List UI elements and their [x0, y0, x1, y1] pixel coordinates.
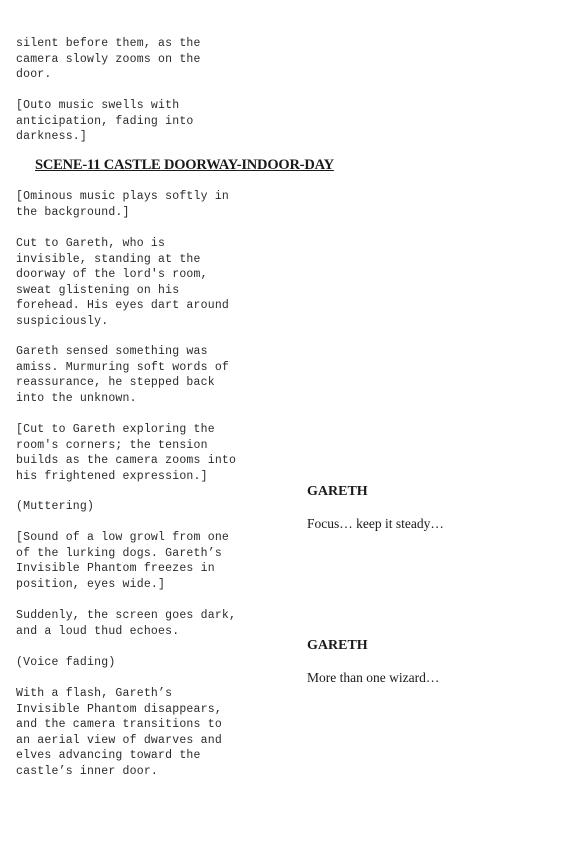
scene-heading: SCENE-11 CASTLE DOORWAY-INDOOR-DAY — [35, 157, 334, 173]
action-paragraph: Gareth sensed something was amiss. Murmuring soft words of reassurance, he stepped back into the unknown. — [16, 345, 230, 405]
character-name: GARETH — [307, 484, 368, 499]
dialogue-line: Focus… keep it steady… — [307, 516, 444, 531]
action-paragraph: With a flash, Gareth’s Invisible Phantom disappears, and the camera transitions to an aerial view of dwarves and elves advancing toward the castle’s inner door. — [16, 687, 222, 778]
action-paragraph: Suddenly, the screen goes dark, and a loud thud echoes. — [16, 609, 237, 638]
stage-direction: [Ominous music plays softly in the background.] — [16, 190, 230, 219]
action-paragraph: Cut to Gareth, who is invisible, standing at the doorway of the lord's room, sweat glistening on his forehead. His eyes dart around suspiciously. — [16, 237, 230, 328]
parenthetical: (Muttering) — [16, 500, 95, 513]
character-name: GARETH — [307, 638, 368, 653]
stage-direction: [Sound of a low growl from one of the lurking dogs. Gareth’s Invisible Phantom freezes in position, eyes wide.] — [16, 531, 230, 591]
action-paragraph: silent before them, as the camera slowly zooms on the door. — [16, 37, 201, 82]
stage-direction: [Cut to Gareth exploring the room's corners; the tension builds as the camera zooms into his frightened expression.] — [16, 423, 237, 483]
dialogue-line: More than one wizard… — [307, 670, 440, 685]
stage-direction: [Outo music swells with anticipation, fading into darkness.] — [16, 99, 194, 144]
parenthetical: (Voice fading) — [16, 656, 116, 669]
